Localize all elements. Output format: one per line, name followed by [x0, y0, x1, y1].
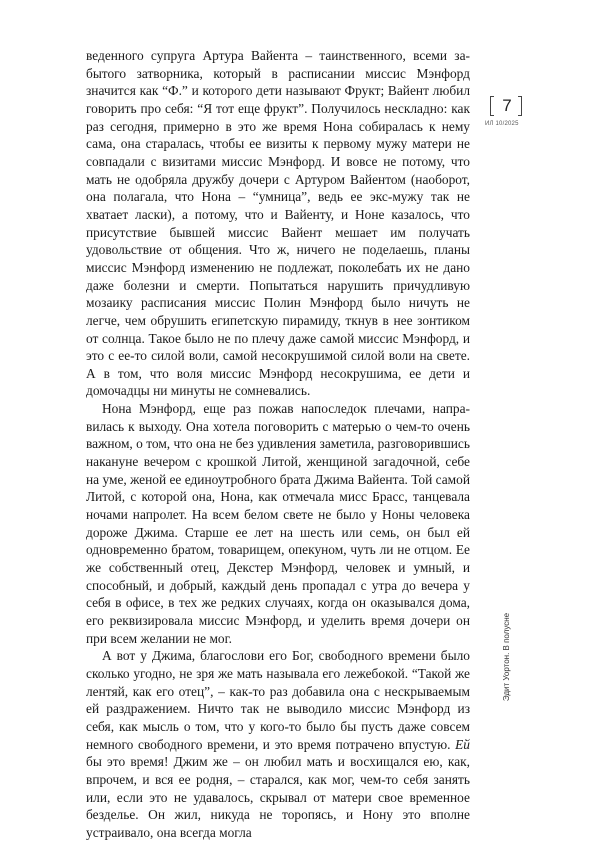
running-title: Эдит Уортон. В полусне [502, 612, 511, 702]
page-number-box [490, 96, 530, 118]
paragraph-3-emphasis: Ей [455, 736, 470, 752]
issue-label: ИЛ 10/2025 [485, 121, 519, 127]
paragraph-3 [86, 647, 470, 841]
paragraph-3-tail: бы это время! Джим же – он любил мать и восхищался ею, как, впрочем, и вся ее родня, – старался, как мог, чем-то себя занять или, если это не удавалось, скрывал от матери свое временное безделье. Он жил, никуда не торопясь, и Нону это вполне устраивало, она всегда могла [86, 754, 470, 840]
paragraph-3-main: А вот у Джима, благослови его Бог, свободного времени было сколько угодно, не зря же мать называла его лежебокой. “Такой же лентяй, как его отец”, – как-то раз добавила она с нескрываемым ей раздражением. Ничто так не выводило миссис Мэнфорд из себя, как мысль о том, что у кого-то было бы пусть даже совсем немного свободного времени, и это время потрачено впустую. [86, 648, 470, 752]
paragraph-2: Нона Мэнфорд, еще раз пожав напоследок плечами, направилась к выходу. Она хотела поговорить с матерью о чем-то очень важном, о том, что она не без удивления заметила, разговорившись накануне вечером с крошкой Литой, женщиной загадочной, себе на уме, женой ее единоутробного брата Джима Вайента. Той самой Литой, с которой она, Нона, как отмечала мисс Брасс, танцевала ночами напролет. На всем белом свете не было у Ноны человека дороже Джима. Старше ее лет на шесть или семь, он был ей одновременно братом, товарищем, опекуном, чуть ли не отцом. Ее же собственный отец, Декстер Мэнфорд, человек и умный, и способный, и добрый, каждый день пропадал с утра до вечера у себя в офисе, в тех же редких случаях, когда он оказывался дома, его реквизировала миссис Мэнфорд, и уделить время дочери он при всем желании не мог. [86, 401, 470, 646]
text-column [86, 47, 470, 842]
bracket-right [518, 96, 522, 116]
page-number: 7 [502, 96, 512, 115]
paragraph-1: веденного супруга Артура Вайента – таинственного, всеми забытого затворника, который в расписании миссис Мэнфорд значится как “Ф.” и которого дети называют Фрукт; Вайент любил говорить про себя: “Я тот еще фрукт”. Получилось нескладно: как раз сегодня, примерно в это же время Нона собиралась к нему сама, она старалась, чтобы ее визиты к первому мужу матери не совпадали с визитами миссис Мэнфорд. И вовсе не потому, что мать не одобряла дружбу дочери с Артуром Вайентом (наоборот, она полагала, что Нона – “умница”, ведь ее экс-мужу так не хватает ласки), а потому, что и Вайенту, и Ноне казалось, что присутствие бывшей миссис Вайент мешает им получать удовольствие от общения. Что ж, ничего не поделаешь, планы миссис Мэнфорд изменению не подлежат, поколебать их не дано даже болезни и смерти. Попытаться нарушить причудливую мозаику расписания миссис Полин Мэнфорд было ничуть не легче, чем обрушить египетскую пирамиду, ткнув в нее зонтиком от солнца. Такое было не по плечу даже самой миссис Мэнфорд, и это с ее-то силой воли, самой несокрушимой силой воли на свете. А в том, что воля миссис Мэнфорд несокрушима, ее дети и домочадцы ни минуты не сомневались. [86, 48, 470, 399]
